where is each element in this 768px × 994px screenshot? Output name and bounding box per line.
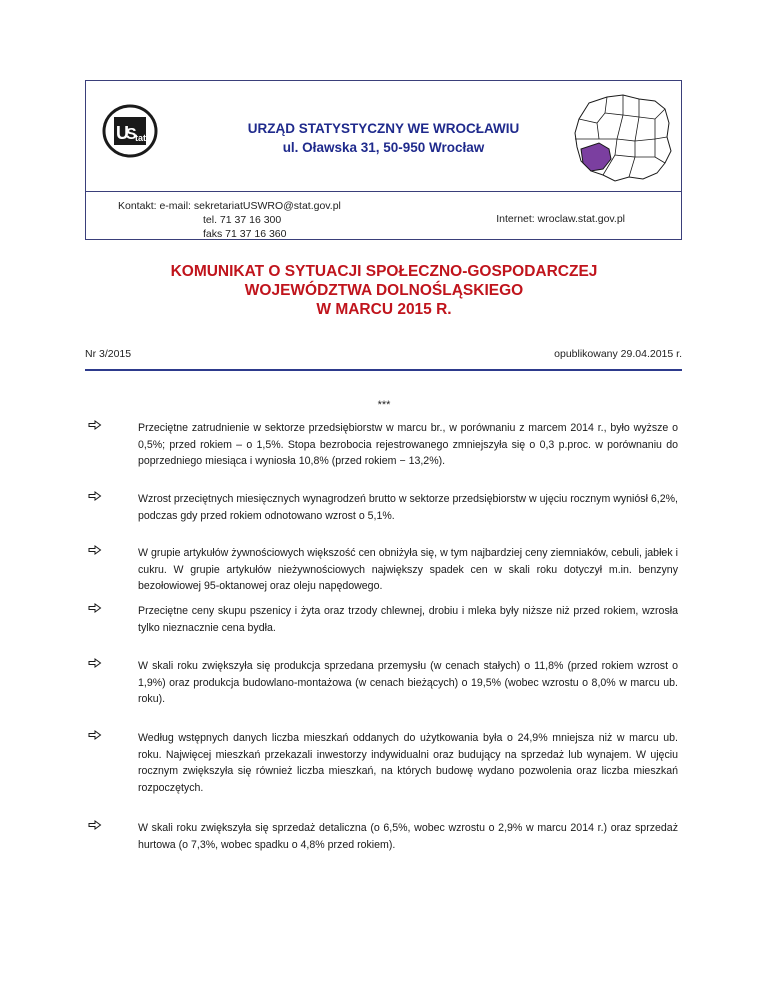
list-item-text: W grupie artykułów żywnościowych większość cen obniżyła się, w tym najbardziej ceny ziemniaków, cebuli, jabłek i cukru. W grupie artykułów nieżywnościowych największy spadek cen w skali roku dotyczył m.in. benzyny bezołowiowej 95-oktanowej oraz oleju napędowego. xyxy=(138,547,678,593)
arrow-right-icon xyxy=(88,420,102,430)
header-top xyxy=(86,81,681,191)
arrow-right-icon xyxy=(88,545,102,555)
list-item-text: W skali roku zwiększyła się sprzedaż detaliczna (o 6,5%, wobec wzrostu o 2,9% w marcu 2014 r.) oraz sprzedaż hurtowa (o 7,3%, wobec spadku o 4,8% przed rokiem). xyxy=(138,822,678,851)
list-item-text: Wzrost przeciętnych miesięcznych wynagrodzeń brutto w sektorze przedsiębiorstw w ujęciu rocznym wyniósł 6,2%, podczas gdy przed rokiem odnotowano wzrost o 5,1%. xyxy=(138,493,678,522)
poland-map-icon xyxy=(569,89,675,187)
arrow-right-icon xyxy=(88,820,102,830)
contact-email: Kontakt: e-mail: sekretariatUSWRO@stat.gov.pl xyxy=(118,200,341,212)
org-name: URZĄD STATYSTYCZNY WE WROCŁAWIU xyxy=(247,121,520,136)
list-item-text: Przeciętne ceny skupu pszenicy i żyta oraz trzody chlewnej, drobiu i mleka były niższe niż przed rokiem, wzrosła tylko nieznacznie cena bydła. xyxy=(138,605,678,634)
svg-text:S: S xyxy=(126,126,137,143)
list-item-text: Według wstępnych danych liczba mieszkań oddanych do użytkowania była o 24,9% mniejsza niż w marcu ub. roku. Najwięcej mieszkań przekazali inwestorzy indywidualni oraz budujący na sprzedaż lub wynajem. W ujęciu rocznym zwiększyła się również liczba mieszkań, na których budowę wydano pozwolenia oraz liczba mieszkań rozpoczętych. xyxy=(138,732,678,794)
arrow-right-icon xyxy=(88,603,102,613)
contact-tel: tel. 71 37 16 300 xyxy=(203,214,282,226)
internet-link[interactable]: Internet: wroclaw.stat.gov.pl xyxy=(496,213,625,225)
issue-number: Nr 3/2015 xyxy=(85,348,132,360)
title-line-2: WOJEWÓDZTWA DOLNOŚLĄSKIEGO xyxy=(244,282,524,299)
meta-rule xyxy=(85,369,682,371)
arrow-right-icon xyxy=(88,491,102,501)
contact-block xyxy=(118,199,341,241)
document-title xyxy=(0,262,768,319)
contact-fax: faks 71 37 16 360 xyxy=(203,228,287,240)
title-line-1: KOMUNIKAT O SYTUACJI SPOŁECZNO-GOSPODARCZEJ xyxy=(170,263,598,280)
header-divider xyxy=(86,191,681,192)
title-line-3: W MARCU 2015 R. xyxy=(316,301,452,318)
arrow-right-icon xyxy=(88,730,102,740)
org-address: ul. Oławska 31, 50-950 Wrocław xyxy=(282,140,485,155)
publication-date: opublikowany 29.04.2015 r. xyxy=(554,348,682,360)
list-item-text: W skali roku zwiększyła się produkcja sprzedana przemysłu (w cenach stałych) o 11,8% (przed rokiem wzrost o 1,9%) oraz produkcja budowlano-montażowa (w cenach bieżących) o 19,5% (wobec wzrostu o 8,0% w marcu ub. roku). xyxy=(138,660,678,706)
arrow-right-icon xyxy=(88,658,102,668)
list-item-text: Przeciętne zatrudnienie w sektorze przedsiębiorstw w marcu br., w porównaniu z marcem 2014 r., było wyższe o 0,5%; przed rokiem – o 1,5%. Stopa bezrobocia rejestrowanego zmniejszyła się o 0,3 p.proc. w porównaniu do poprzedniego miesiąca i wyniosła 10,8% (przed rokiem − 13,2%). xyxy=(138,422,678,468)
svg-text:tat: tat xyxy=(135,133,146,143)
svg-text:U: U xyxy=(116,123,129,143)
header-box xyxy=(85,80,682,240)
section-separator: *** xyxy=(377,399,391,411)
